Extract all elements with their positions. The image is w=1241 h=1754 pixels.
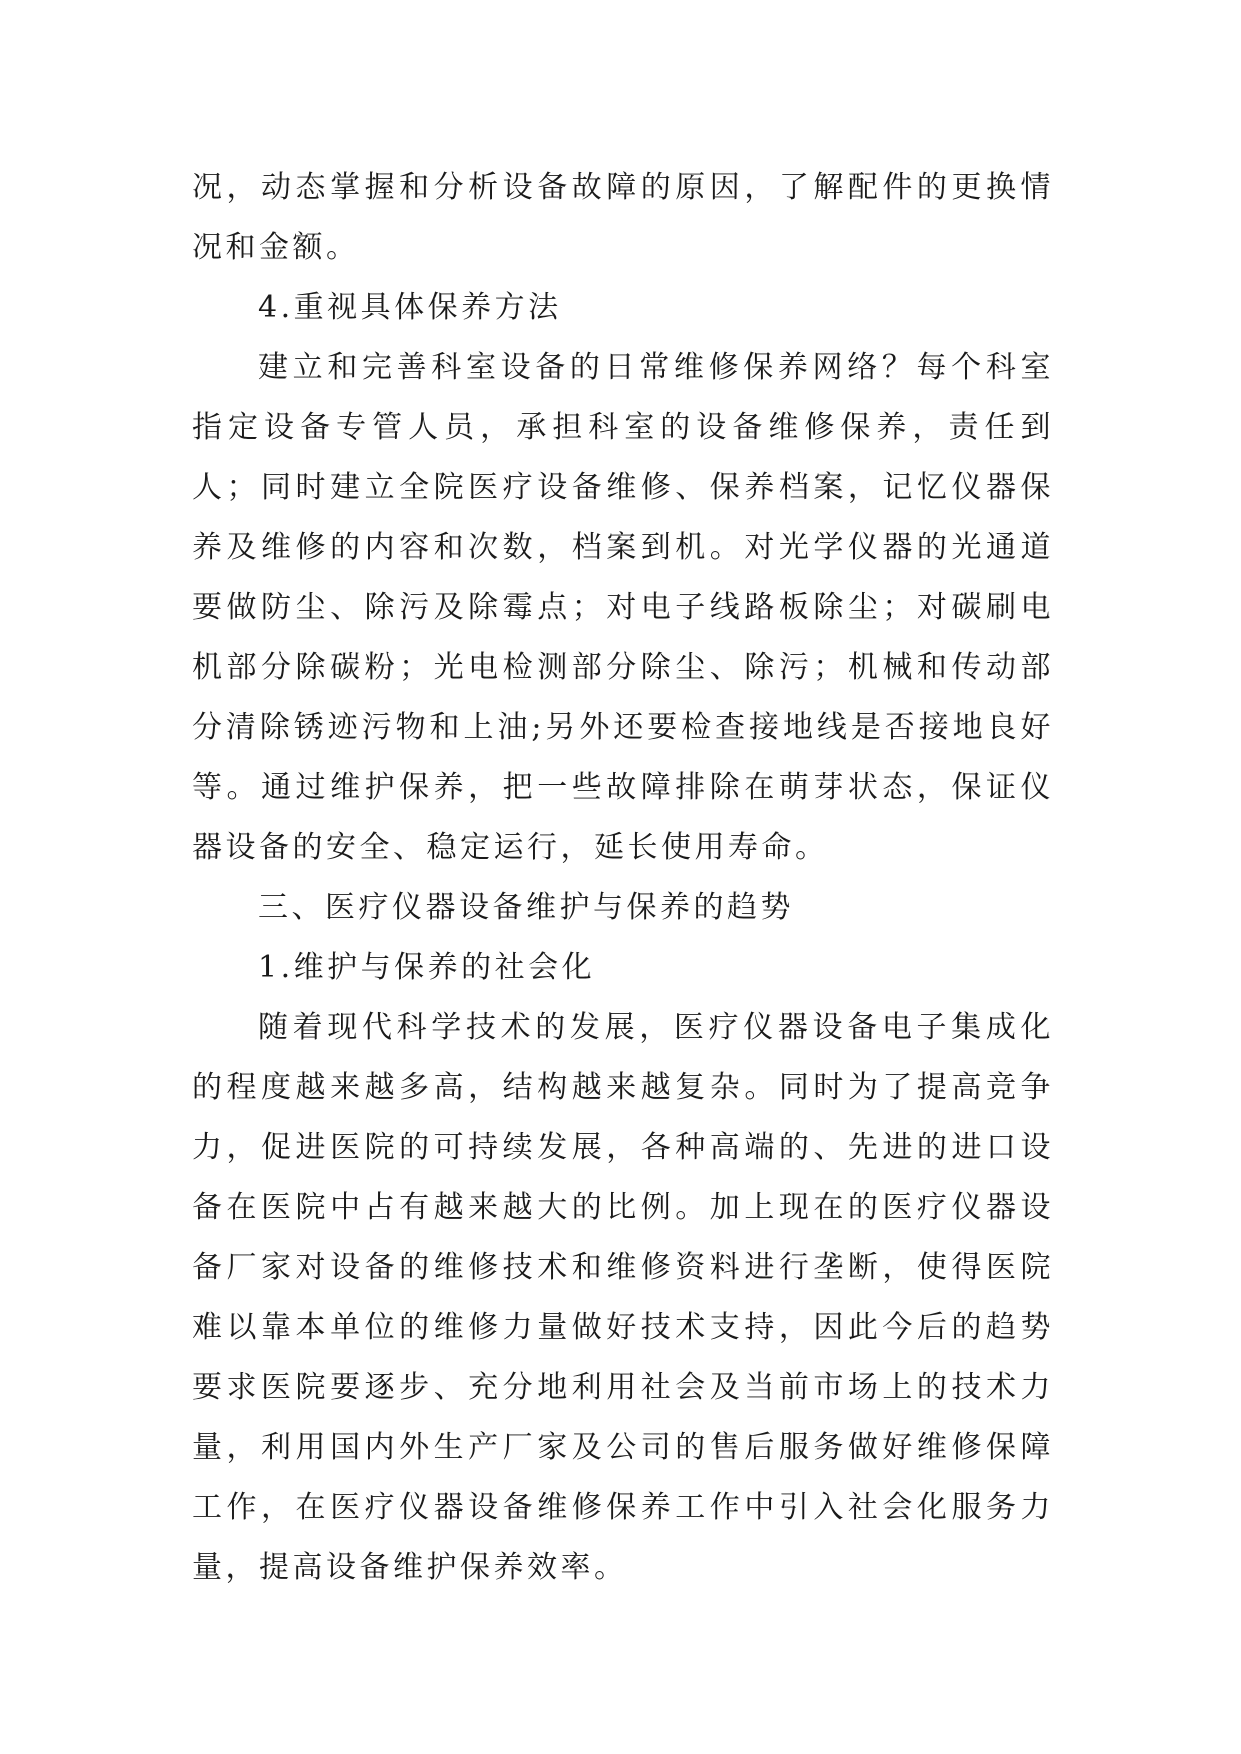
paragraph-socialization: 随着现代科学技术的发展，医疗仪器设备电子集成化的程度越来越多高，结构越来越复杂。同时为了提高竞争力，促进医院的可持续发展，各种高端的、先进的进口设备在医院中占有越来越大的比例。加上现在的医疗仪器设备厂家对设备的维修技术和维修资料进行垄断，使得医院难以靠本单位的维修力量做好技术支持，因此今后的趋势要求医院要逐步、充分地利用社会及当前市场上的技术力量，利用国内外生产厂家及公司的售后服务做好维修保障工作，在医疗仪器设备维修保养工作中引入社会化服务力量，提高设备维护保养效率。	[192, 1010, 1054, 1585]
section-heading-maintenance-methods: 4.重视具体保养方法	[258, 290, 562, 325]
paragraph-continuation: 况，动态掌握和分析设备故障的原因，了解配件的更换情况和金额。	[192, 170, 1054, 265]
document-page	[192, 158, 1054, 1598]
paragraph-maintenance-network: 建立和完善科室设备的日常维修保养网络？每个科室指定设备专管人员，承担科室的设备维修保养，责任到人；同时建立全院医疗设备维修、保养档案，记忆仪器保养及维修的内容和次数，档案到机。对光学仪器的光通道要做防尘、除污及除霉点；对电子线路板除尘；对碳刷电机部分除碳粉；光电检测部分除尘、除污；机械和传动部分清除锈迹污物和上油;另外还要检查接地线是否接地良好等。通过维护保养，把一些故障排除在萌芽状态，保证仪器设备的安全、稳定运行，延长使用寿命。	[192, 350, 1054, 865]
section-heading-trends: 三、医疗仪器设备维护与保养的趋势	[258, 890, 794, 925]
subsection-heading-socialization: 1.维护与保养的社会化	[258, 950, 596, 985]
